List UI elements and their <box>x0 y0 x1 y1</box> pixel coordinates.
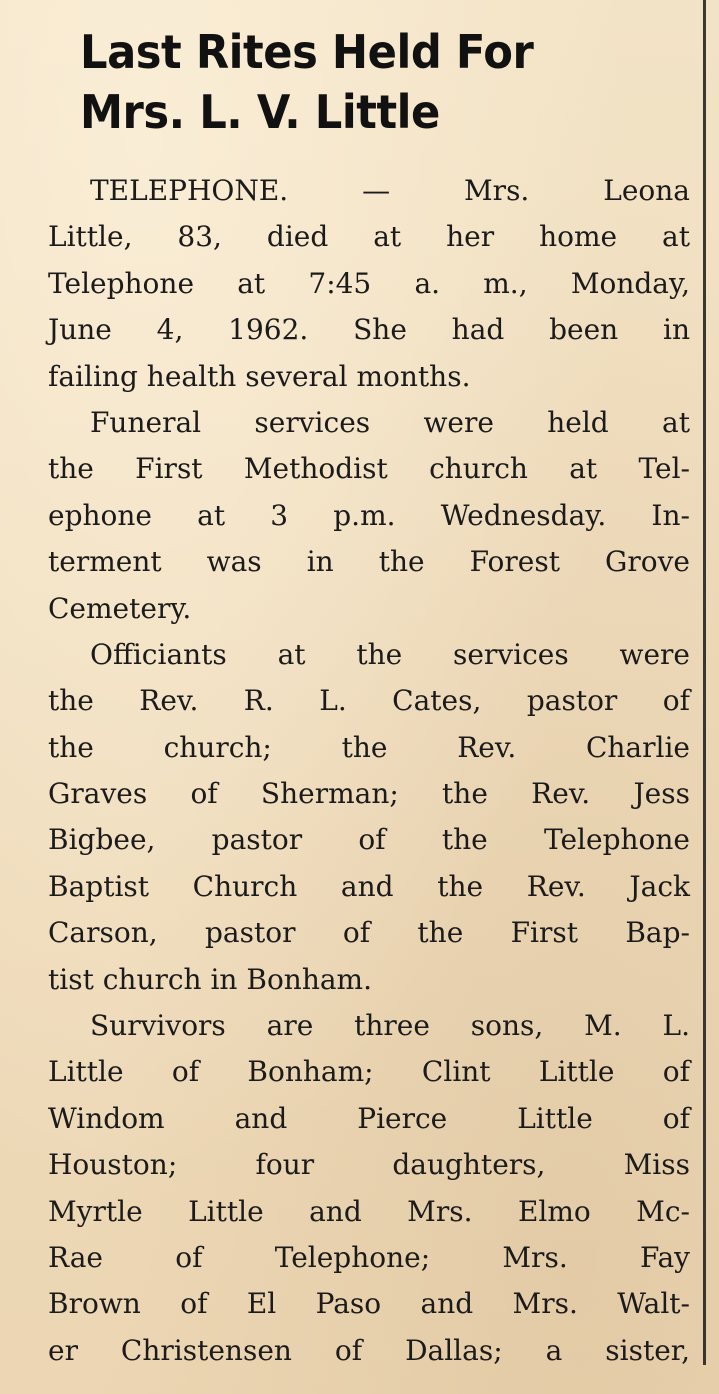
text-line: Myrtle Little and Mrs. Elmo Mc- <box>48 1194 690 1228</box>
text-line: Little, 83, died at her home at <box>48 220 690 254</box>
text-line: Graves of Sherman; the Rev. Jess <box>48 777 690 811</box>
article-body <box>48 168 690 1374</box>
text-line: Houston; four daughters, Miss <box>48 1148 690 1182</box>
text-line: Little of Bonham; Clint Little of <box>48 1055 690 1089</box>
paragraph-funeral-services <box>48 400 690 632</box>
text-line: Windom and Pierce Little of <box>48 1101 690 1135</box>
paragraph-death-notice <box>48 168 690 400</box>
text-line: Rae of Telephone; Mrs. Fay <box>48 1240 690 1274</box>
text-line: the church; the Rev. Charlie <box>48 730 690 764</box>
text-line: tist church in Bonham. <box>48 962 373 996</box>
column-rule <box>703 0 706 1365</box>
text-line: er Christensen of Dallas; a sister, <box>48 1333 690 1367</box>
text-line: the First Methodist church at Tel- <box>48 452 690 486</box>
text-line: Bigbee, pastor of the Telephone <box>48 823 690 857</box>
text-line: ephone at 3 p.m. Wednesday. In- <box>48 498 690 532</box>
text-line: TELEPHONE. — Mrs. Leona <box>90 174 690 207</box>
text-line: the Rev. R. L. Cates, pastor of <box>48 684 690 718</box>
text-line: Funeral services were held at <box>90 405 690 439</box>
text-line: terment was in the Forest Grove <box>48 545 690 579</box>
text-line: Officiants at the services were <box>90 637 690 671</box>
text-line: Carson, pastor of the First Bap- <box>48 916 690 950</box>
headline-line-1: Last Rites Held For <box>80 25 534 79</box>
text-line: failing health several months. <box>48 359 471 393</box>
text-line: Survivors are three sons, M. L. <box>90 1009 690 1043</box>
text-line: June 4, 1962. She had been in <box>48 313 690 347</box>
headline <box>80 22 644 142</box>
text-line: Cemetery. <box>48 591 192 625</box>
text-line: Baptist Church and the Rev. Jack <box>48 869 690 903</box>
headline-line-2: Mrs. L. V. Little <box>80 85 440 139</box>
text-line: Telephone at 7:45 a. m., Monday, <box>48 266 690 300</box>
text-line: Brown of El Paso and Mrs. Walt- <box>48 1287 690 1321</box>
paragraph-survivors <box>48 1003 690 1374</box>
paragraph-officiants <box>48 632 690 1003</box>
